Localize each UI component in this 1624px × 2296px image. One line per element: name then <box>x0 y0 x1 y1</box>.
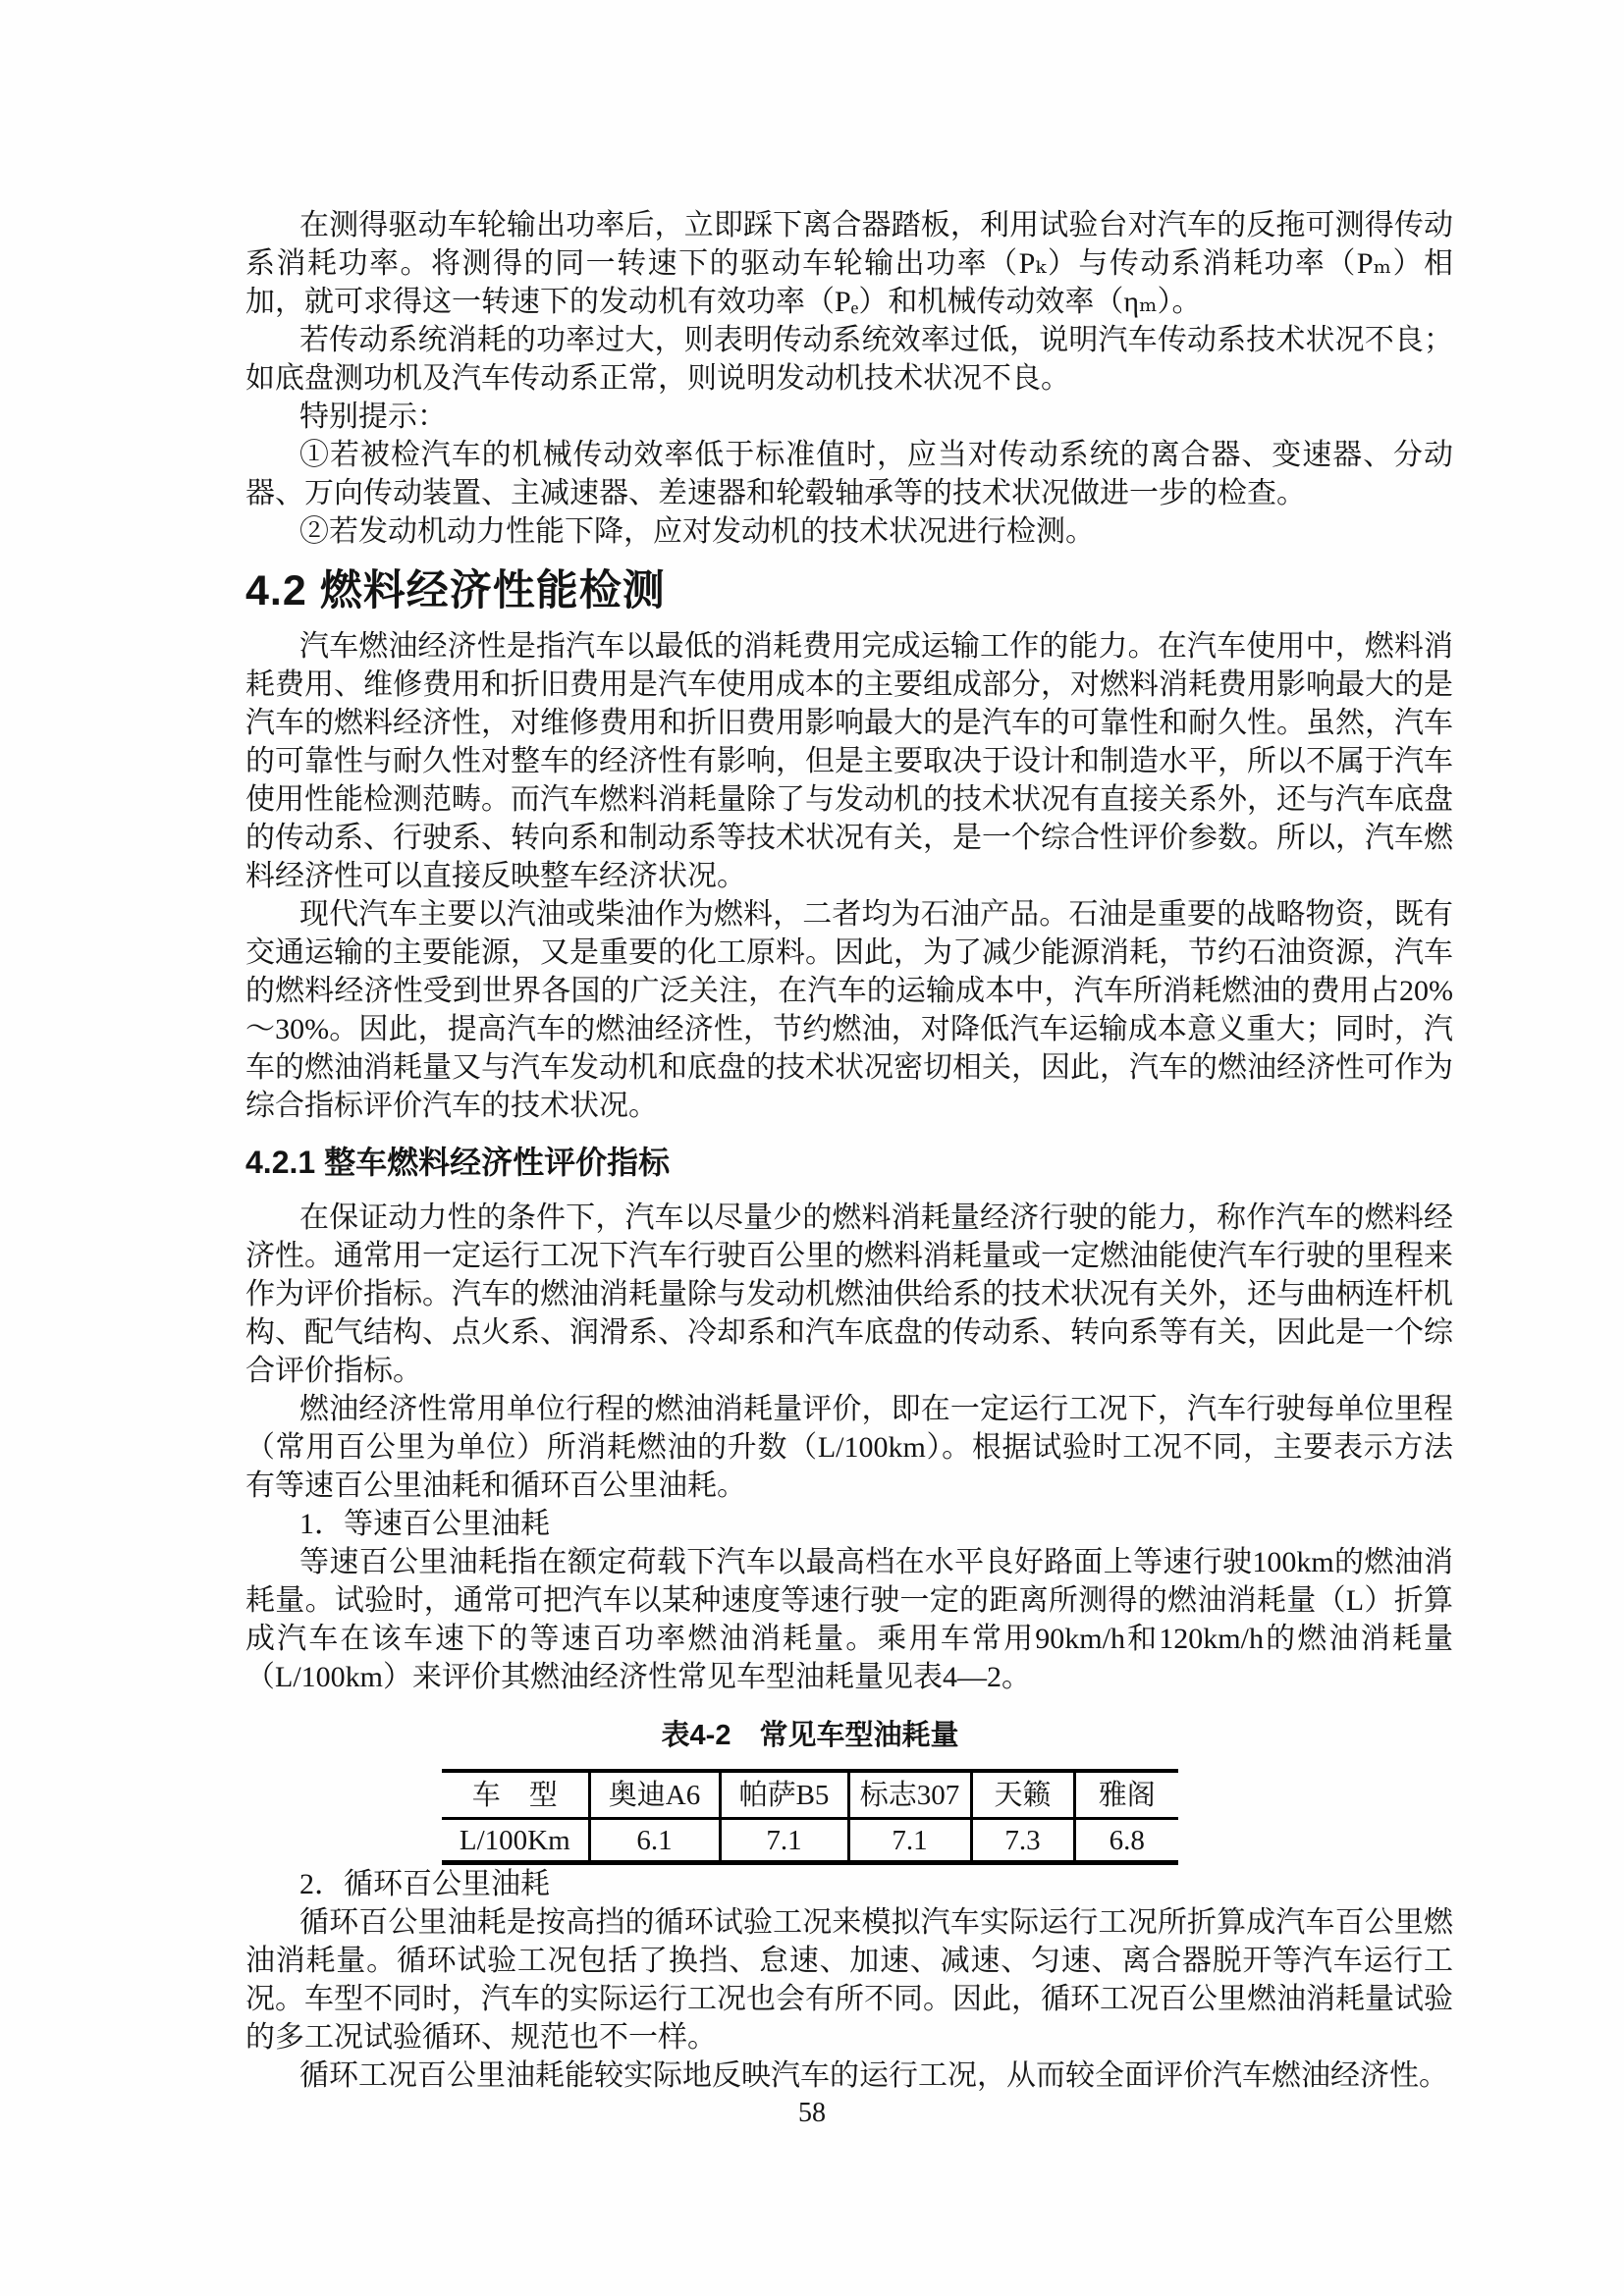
paragraph: 在测得驱动车轮输出功率后，立即踩下离合器踏板，利用试验台对汽车的反拖可测得传动系消耗功率。将测得的同一转速下的驱动车轮输出功率（Pₖ）与传动系消耗功率（Pₘ）相加，就可求得这一转速下的发动机有效功率（Pₑ）和机械传动效率（ηₘ）。 <box>245 209 1453 318</box>
table-header-cell: 天籁 <box>971 1771 1074 1819</box>
table-cell: 7.3 <box>971 1819 1074 1863</box>
paragraph: 循环百公里油耗是按高挡的循环试验工况来模拟汽车实际运行工况所折算成汽车百公里燃油消耗量。循环试验工况包括了换挡、怠速、加速、减速、匀速、离合器脱开等汽车运行工况。车型不同时，汽车的实际运行工况也会有所不同。因此，循环工况百公里燃油消耗量试验的多工况试验循环、规范也不一样。 <box>245 1906 1453 2054</box>
table-cell: 6.8 <box>1074 1819 1178 1863</box>
table-header-cell: 标志307 <box>848 1771 971 1819</box>
fuel-consumption-table <box>442 1769 1178 1865</box>
table-cell: 6.1 <box>589 1819 720 1863</box>
list-item-title: 1．等速百公里油耗 <box>299 1508 550 1540</box>
table-header-cell: 帕萨B5 <box>720 1771 848 1819</box>
table-cell: 7.1 <box>720 1819 848 1863</box>
table-caption: 表4-2 常见车型油耗量 <box>661 1720 959 1751</box>
paragraph: 等速百公里油耗指在额定荷载下汽车以最高档在水平良好路面上等速行驶100km的燃油消耗量。试验时，通常可把汽车以某种速度等速行驶一定的距离所测得的燃油消耗量（L）折算成汽车在该车速下的等速百功率燃油消耗量。乘用车常用90km/h和120km/h的燃油消耗量（L/100km）来评价其燃油经济性常见车型油耗量见表4—2。 <box>245 1546 1453 1693</box>
table-header-cell: 车 型 <box>442 1771 589 1819</box>
table-row <box>442 1819 1178 1863</box>
subsection-heading: 4.2.1 整车燃料经济性评价指标 <box>245 1145 671 1180</box>
table-cell: 7.1 <box>848 1819 971 1863</box>
page-number: 58 <box>798 2098 826 2128</box>
text-block <box>245 206 1453 2095</box>
note-item: ②若发动机动力性能下降，应对发动机的技术状况进行检测。 <box>299 515 1095 548</box>
table-header-cell: 雅阁 <box>1074 1771 1178 1819</box>
paragraph: 燃油经济性常用单位行程的燃油消耗量评价，即在一定运行工况下，汽车行驶每单位里程（常用百公里为单位）所消耗燃油的升数（L/100km）。根据试验时工况不同，主要表示方法有等速百公里油耗和循环百公里油耗。 <box>245 1393 1453 1502</box>
list-item-title: 2．循环百公里油耗 <box>299 1868 550 1900</box>
paragraph: 循环工况百公里油耗能较实际地反映汽车的运行工况，从而较全面评价汽车燃油经济性。 <box>299 2059 1448 2092</box>
paragraph: 在保证动力性的条件下，汽车以尽量少的燃料消耗量经济行驶的能力，称作汽车的燃料经济性。通常用一定运行工况下汽车行驶百公里的燃料消耗量或一定燃油能使汽车行驶的里程来作为评价指标。汽车的燃油消耗量除与发动机燃油供给系的技术状况有关外，还与曲柄连杆机构、配气结构、点火系、润滑系、冷却系和汽车底盘的传动系、转向系等有关，因此是一个综合评价指标。 <box>245 1201 1453 1387</box>
table-row-label: L/100Km <box>459 1824 570 1856</box>
table-header-row <box>442 1771 1178 1819</box>
paragraph: 现代汽车主要以汽油或柴油作为燃料，二者均为石油产品。石油是重要的战略物资，既有交通运输的主要能源，又是重要的化工原料。因此，为了减少能源消耗，节约石油资源，汽车的燃料经济性受到世界各国的广泛关注，在汽车的运输成本中，汽车所消耗燃油的费用占20%～30%。因此，提高汽车的燃油经济性，节约燃油，对降低汽车运输成本意义重大；同时，汽车的燃油消耗量又与汽车发动机和底盘的技术状况密切相关，因此，汽车的燃油经济性可作为综合指标评价汽车的技术状况。 <box>245 898 1453 1122</box>
section-heading: 4.2 燃料经济性能检测 <box>245 567 666 614</box>
paragraph: 若传动系统消耗的功率过大，则表明传动系统效率过低，说明汽车传动系技术状况不良；如底盘测功机及汽车传动系正常，则说明发动机技术状况不良。 <box>245 324 1453 395</box>
paragraph: 汽车燃油经济性是指汽车以最低的消耗费用完成运输工作的能力。在汽车使用中，燃料消耗费用、维修费用和折旧费用是汽车使用成本的主要组成部分，对燃料消耗费用影响最大的是汽车的燃料经济性，对维修费用和折旧费用影响最大的是汽车的可靠性和耐久性。虽然，汽车的可靠性与耐久性对整车的经济性有影响，但是主要取决于设计和制造水平，所以不属于汽车使用性能检测范畴。而汽车燃料消耗量除了与发动机的技术状况有直接关系外，还与汽车底盘的传动系、行驶系、转向系和制动系等技术状况有关，是一个综合性评价参数。所以，汽车燃料经济性可以直接反映整车经济状况。 <box>245 630 1453 892</box>
table-header-cell: 奥迪A6 <box>589 1771 720 1819</box>
note-item: ①若被检汽车的机械传动效率低于标准值时，应当对传动系统的离合器、变速器、分动器、万向传动装置、主减速器、差速器和轮毂轴承等的技术状况做进一步的检查。 <box>245 439 1453 509</box>
tip-label: 特别提示： <box>299 400 447 433</box>
